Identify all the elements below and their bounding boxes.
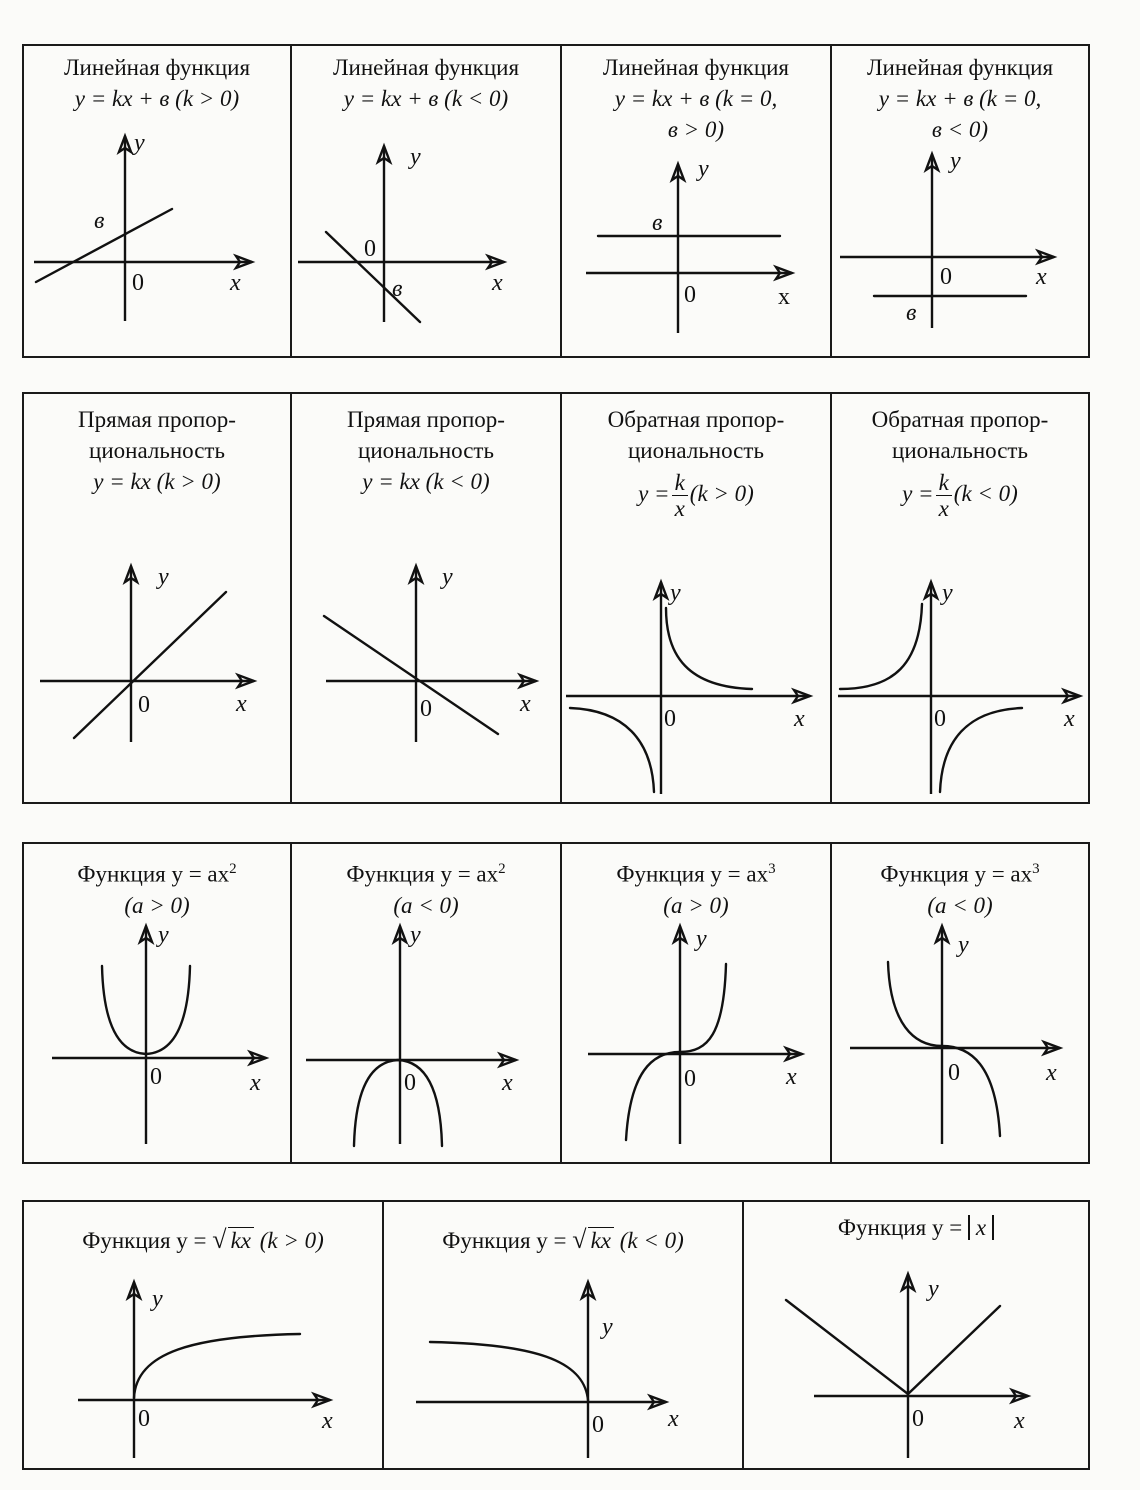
x-label: x	[322, 1408, 333, 1434]
cell-linear-k-pos	[24, 46, 290, 356]
x-label: x	[777, 284, 790, 310]
condition: (k > 0)	[689, 480, 754, 506]
title-text: Функция y =	[82, 1228, 207, 1253]
hyperbola-branch-right	[940, 708, 1022, 792]
fraction-numerator: k	[936, 470, 952, 496]
cell-sqrt-k-neg	[382, 1202, 742, 1468]
cell-linear-k0-bpos	[560, 46, 830, 356]
row-power	[22, 842, 1090, 1164]
y-label: y	[152, 1286, 163, 1312]
origin-label: 0	[683, 1066, 696, 1092]
graph	[744, 1202, 1088, 1468]
origin-label: 0	[592, 1412, 604, 1438]
x-label: x	[520, 691, 531, 717]
intercept-label: в	[651, 210, 663, 236]
row-proportional	[22, 392, 1090, 804]
y-label: y	[957, 932, 969, 958]
row-root-abs	[22, 1200, 1090, 1470]
cell-inverse-k-pos	[560, 394, 830, 802]
line-graph	[74, 592, 226, 738]
graph	[24, 46, 290, 356]
y-label: y	[158, 922, 169, 948]
cell-direct-k-neg	[290, 394, 560, 802]
y-label: y	[602, 1314, 613, 1340]
sqrt-curve	[134, 1334, 300, 1398]
condition: (k < 0)	[619, 1228, 684, 1253]
graph	[832, 844, 1088, 1162]
title-line: Прямая пропор-	[347, 407, 505, 432]
formula-line: y = kx + в (k = 0,	[614, 86, 778, 111]
title-line-2: циональность	[628, 438, 764, 463]
origin-label: 0	[364, 236, 376, 262]
origin-label: 0	[150, 1064, 162, 1090]
x-label: x	[1063, 706, 1075, 732]
formula-line: (a > 0)	[663, 892, 729, 918]
title-text: Функция y =	[837, 1215, 963, 1240]
cell-square-a-neg	[290, 844, 560, 1162]
y-label: y	[928, 1276, 939, 1302]
y-label: y	[442, 564, 453, 590]
hyperbola-branch-right	[666, 608, 752, 689]
formula-line-2: в > 0)	[667, 117, 725, 142]
title-line: Обратная пропор-	[871, 407, 1049, 432]
formula-line: y = kx (k < 0)	[362, 469, 490, 494]
origin-label: 0	[132, 270, 144, 296]
title-text: Функция y = ax	[346, 861, 499, 887]
y-label: y	[410, 144, 421, 170]
title-line-2: циональность	[358, 438, 494, 463]
y-label: y	[697, 156, 709, 182]
radical-sign: √	[572, 1225, 587, 1254]
title-text: Функция y = ax	[77, 861, 230, 887]
graph	[24, 844, 290, 1162]
origin-label: 0	[138, 1406, 150, 1432]
cell-direct-k-pos	[24, 394, 290, 802]
exponent: 3	[768, 861, 776, 877]
line-graph	[324, 616, 498, 734]
exponent: 2	[229, 861, 237, 877]
x-label: x	[236, 691, 247, 717]
cell-square-a-pos	[24, 844, 290, 1162]
graph	[292, 394, 560, 802]
formula-line: (a < 0)	[393, 892, 459, 918]
y-label: y	[158, 564, 169, 590]
fraction-denominator: x	[938, 496, 949, 521]
exponent: 2	[498, 861, 506, 877]
x-label: x	[230, 270, 241, 296]
x-label: x	[502, 1070, 513, 1096]
graph	[832, 394, 1088, 802]
cell-inverse-k-neg	[830, 394, 1088, 802]
graph	[24, 1202, 382, 1468]
hyperbola-branch-left	[570, 708, 654, 792]
title-line: Линейная функция	[866, 55, 1054, 80]
formula-line: y = kx (k > 0)	[93, 469, 221, 494]
title-text: Функция y = ax	[616, 861, 769, 887]
y-label: y	[669, 580, 681, 606]
title-text: Функция y = ax	[880, 861, 1033, 887]
title-line: Линейная функция	[332, 55, 520, 80]
title-line-2: циональность	[892, 438, 1028, 463]
x-label: x	[1035, 264, 1047, 290]
exponent: 3	[1032, 861, 1040, 877]
origin-label: 0	[933, 706, 946, 732]
x-label: x	[250, 1070, 261, 1096]
x-label: x	[1045, 1060, 1057, 1086]
formula-line: y = $\frac{k}{x}$ (k < 0)	[902, 470, 1018, 521]
x-label: x	[492, 270, 503, 296]
intercept-label: в	[392, 276, 403, 302]
graph	[562, 394, 830, 802]
title-line: Линейная функция	[63, 55, 251, 80]
fraction-denominator: x	[674, 496, 685, 521]
hyperbola-branch-left	[840, 604, 922, 689]
formula-line: y = kx + в (k = 0,	[878, 86, 1042, 111]
formula-line: y = kx + в (k < 0)	[343, 86, 509, 111]
graph	[292, 844, 560, 1162]
title-line-2: циональность	[89, 438, 225, 463]
condition: (k < 0)	[953, 480, 1018, 506]
origin-label: 0	[138, 692, 150, 718]
formula-line: y = $\frac{k}{x}$ (k > 0)	[638, 470, 754, 521]
cell-abs	[742, 1202, 1088, 1468]
y-label: y	[410, 922, 421, 948]
intercept-label: в	[94, 208, 105, 234]
formula-line-2: в < 0)	[931, 117, 989, 142]
condition: (k > 0)	[259, 1228, 324, 1253]
title-line: Линейная функция	[602, 55, 790, 80]
formula-line: (a < 0)	[927, 892, 993, 918]
title-text: Функция y =	[442, 1228, 567, 1253]
cell-linear-k0-bneg	[830, 46, 1088, 356]
radical-sign: √	[212, 1225, 227, 1254]
formula-line: (a > 0)	[124, 892, 190, 918]
origin-label: 0	[683, 282, 696, 308]
graph	[562, 46, 830, 356]
graph	[562, 844, 830, 1162]
y-label: y	[941, 580, 953, 606]
origin-label: 0	[663, 706, 676, 732]
x-label: x	[1014, 1408, 1025, 1434]
graph	[24, 394, 290, 802]
cell-sqrt-k-pos	[24, 1202, 382, 1468]
cubic-curve	[626, 964, 726, 1140]
cell-linear-k-neg	[290, 46, 560, 356]
origin-label: 0	[420, 696, 432, 722]
origin-label: 0	[404, 1070, 416, 1096]
y-label: y	[695, 926, 707, 952]
graph	[292, 46, 560, 356]
fraction-numerator: k	[672, 470, 688, 496]
x-label: x	[793, 706, 805, 732]
row-linear	[22, 44, 1090, 358]
x-label: x	[668, 1406, 679, 1432]
formula-line: y = kx + в (k > 0)	[74, 86, 240, 111]
graph	[384, 1202, 742, 1468]
cell-cube-a-pos	[560, 844, 830, 1162]
intercept-label: в	[905, 300, 917, 326]
radicand: kx	[588, 1227, 614, 1253]
origin-label: 0	[939, 264, 952, 290]
origin-label: 0	[947, 1060, 960, 1086]
parabola	[354, 1060, 442, 1146]
sqrt-curve	[430, 1342, 588, 1400]
graph	[832, 46, 1088, 356]
radicand: kx	[228, 1227, 254, 1253]
abs-argument: x	[968, 1215, 994, 1240]
cell-cube-a-neg	[830, 844, 1088, 1162]
title-line: Прямая пропор-	[78, 407, 236, 432]
title-line: Обратная пропор-	[607, 407, 785, 432]
y-label: y	[134, 130, 145, 156]
abs-graph	[786, 1300, 1000, 1394]
x-label: x	[785, 1064, 797, 1090]
y-label: y	[949, 148, 961, 174]
origin-label: 0	[912, 1406, 924, 1432]
